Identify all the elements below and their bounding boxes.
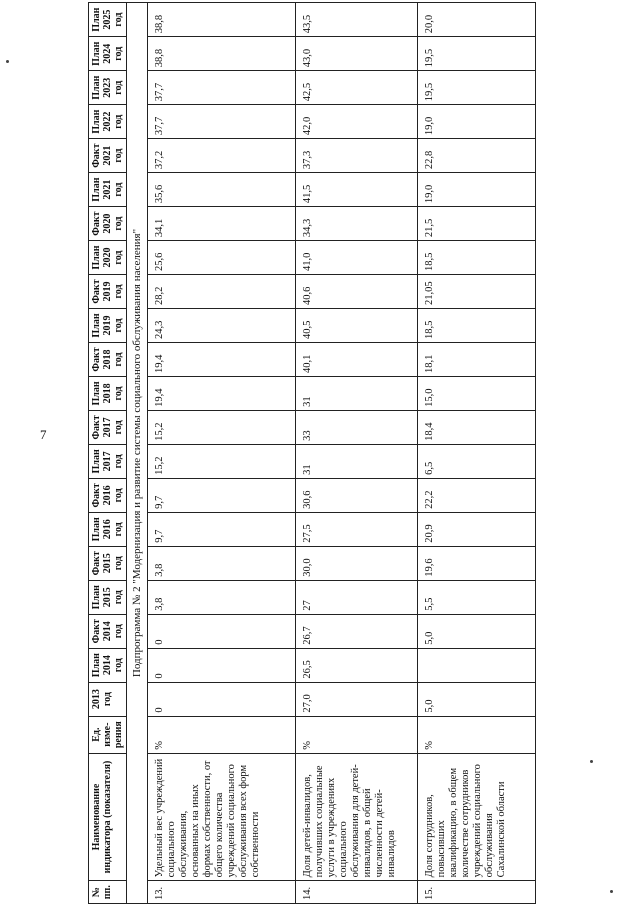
row-unit: %: [418, 716, 536, 753]
row-value: [418, 648, 536, 682]
row-value: 27: [296, 580, 418, 614]
row-value: 19,0: [418, 173, 536, 207]
header-period: 2013 год: [89, 682, 127, 716]
row-value: 26,7: [296, 614, 418, 648]
row-value: 6,5: [418, 444, 536, 478]
header-period: Факт 2020 год: [89, 207, 127, 241]
row-value: 3,8: [148, 546, 296, 580]
row-value: 28,2: [148, 275, 296, 309]
row-value: 18,5: [418, 309, 536, 343]
row-value: 5,5: [418, 580, 536, 614]
rotated-table-wrapper: [88, 2, 577, 904]
header-row: [89, 3, 127, 904]
scan-speck: [590, 760, 593, 763]
header-period: План 2018 год: [89, 376, 127, 410]
subprogram-title: Подпрограмма № 2 "Модернизация и развитие системы социального обслуживания населения": [127, 3, 148, 904]
row-value: 15,2: [148, 410, 296, 444]
header-period: План 2017 год: [89, 444, 127, 478]
row-value: 37,2: [148, 139, 296, 173]
row-unit: %: [296, 716, 418, 753]
row-value: 19,6: [418, 546, 536, 580]
row-num: 14.: [296, 881, 418, 904]
table-row: [418, 3, 536, 904]
row-value: 43,0: [296, 37, 418, 71]
row-value: 31: [296, 376, 418, 410]
row-value: 20,9: [418, 512, 536, 546]
row-value: 25,6: [148, 241, 296, 275]
row-value: 40,6: [296, 275, 418, 309]
row-value: 9,7: [148, 478, 296, 512]
row-value: 21,05: [418, 275, 536, 309]
row-value: 24,3: [148, 309, 296, 343]
row-value: 19,4: [148, 376, 296, 410]
row-value: 35,6: [148, 173, 296, 207]
row-unit: %: [148, 716, 296, 753]
row-value: 19,5: [418, 37, 536, 71]
row-value: 31: [296, 444, 418, 478]
scan-speck: [6, 60, 9, 63]
row-value: 30,0: [296, 546, 418, 580]
header-period: План 2015 год: [89, 580, 127, 614]
header-period: План 2023 год: [89, 71, 127, 105]
header-period: Факт 2014 год: [89, 614, 127, 648]
header-num: № пп.: [89, 881, 127, 904]
row-name: Удельный вес учреждений социального обслуживания, основанных на иных формах собственности, от общего количества учреждений социального обслуживания всех форм собственности: [148, 753, 296, 881]
header-period: План 2024 год: [89, 37, 127, 71]
row-value: 26,5: [296, 648, 418, 682]
header-unit: Ед. изме-рения: [89, 716, 127, 753]
header-period: План 2019 год: [89, 309, 127, 343]
header-period: Факт 2016 год: [89, 478, 127, 512]
header-period: План 2025 год: [89, 3, 127, 37]
row-value: 0: [148, 682, 296, 716]
table-row: [296, 3, 418, 904]
row-value: 43,5: [296, 3, 418, 37]
row-value: 27,0: [296, 682, 418, 716]
row-value: 18,1: [418, 342, 536, 376]
row-value: 5,0: [418, 614, 536, 648]
row-value: 21,5: [418, 207, 536, 241]
row-value: 19,4: [148, 342, 296, 376]
header-period: План 2014 год: [89, 648, 127, 682]
row-value: 15,0: [418, 376, 536, 410]
row-value: 42,0: [296, 105, 418, 139]
page-number: 7: [40, 427, 47, 442]
row-value: 38,8: [148, 37, 296, 71]
row-value: 41,5: [296, 173, 418, 207]
row-name: Доля детей-инвалидов, получивших социальные услуги в учреждениях социального обслуживания для детей-инвалидов, в общей численности детей-инвалидов: [296, 753, 418, 881]
row-value: 22,2: [418, 478, 536, 512]
row-num: 13.: [148, 881, 296, 904]
row-value: 3,8: [148, 580, 296, 614]
row-value: 20,0: [418, 3, 536, 37]
header-period: Факт 2018 год: [89, 342, 127, 376]
row-value: 27,5: [296, 512, 418, 546]
row-value: 18,4: [418, 410, 536, 444]
subprogram-row: [127, 3, 148, 904]
header-period: Факт 2015 год: [89, 546, 127, 580]
row-value: 37,3: [296, 139, 418, 173]
row-value: 37,7: [148, 105, 296, 139]
row-value: 41,0: [296, 241, 418, 275]
row-name: Доля сотрудников, повысивших квалификацию, в общем количестве сотрудников учреждений социального обслуживания Сахалинской области: [418, 753, 536, 881]
header-period: План 2020 год: [89, 241, 127, 275]
row-value: 15,2: [148, 444, 296, 478]
row-value: 37,7: [148, 71, 296, 105]
row-value: 34,1: [148, 207, 296, 241]
row-value: 22,8: [418, 139, 536, 173]
scan-speck: [610, 890, 613, 893]
header-period: План 2016 год: [89, 512, 127, 546]
header-period: Факт 2021 год: [89, 139, 127, 173]
header-period: Факт 2017 год: [89, 410, 127, 444]
row-value: 38,8: [148, 3, 296, 37]
row-value: 33: [296, 410, 418, 444]
row-value: 19,5: [418, 71, 536, 105]
row-value: 19,0: [418, 105, 536, 139]
row-value: 9,7: [148, 512, 296, 546]
row-value: 5,0: [418, 682, 536, 716]
header-period: Факт 2019 год: [89, 275, 127, 309]
header-period: План 2021 год: [89, 173, 127, 207]
header-period: План 2022 год: [89, 105, 127, 139]
header-name: Наименование индикатора (показателя): [89, 753, 127, 881]
row-value: 0: [148, 648, 296, 682]
row-value: 0: [148, 614, 296, 648]
row-value: 40,5: [296, 309, 418, 343]
row-value: 40,1: [296, 342, 418, 376]
row-value: 30,6: [296, 478, 418, 512]
row-num: 15.: [418, 881, 536, 904]
row-value: 34,3: [296, 207, 418, 241]
row-value: 42,5: [296, 71, 418, 105]
indicators-table: [88, 2, 536, 904]
row-value: 18,5: [418, 241, 536, 275]
table-row: [148, 3, 296, 904]
